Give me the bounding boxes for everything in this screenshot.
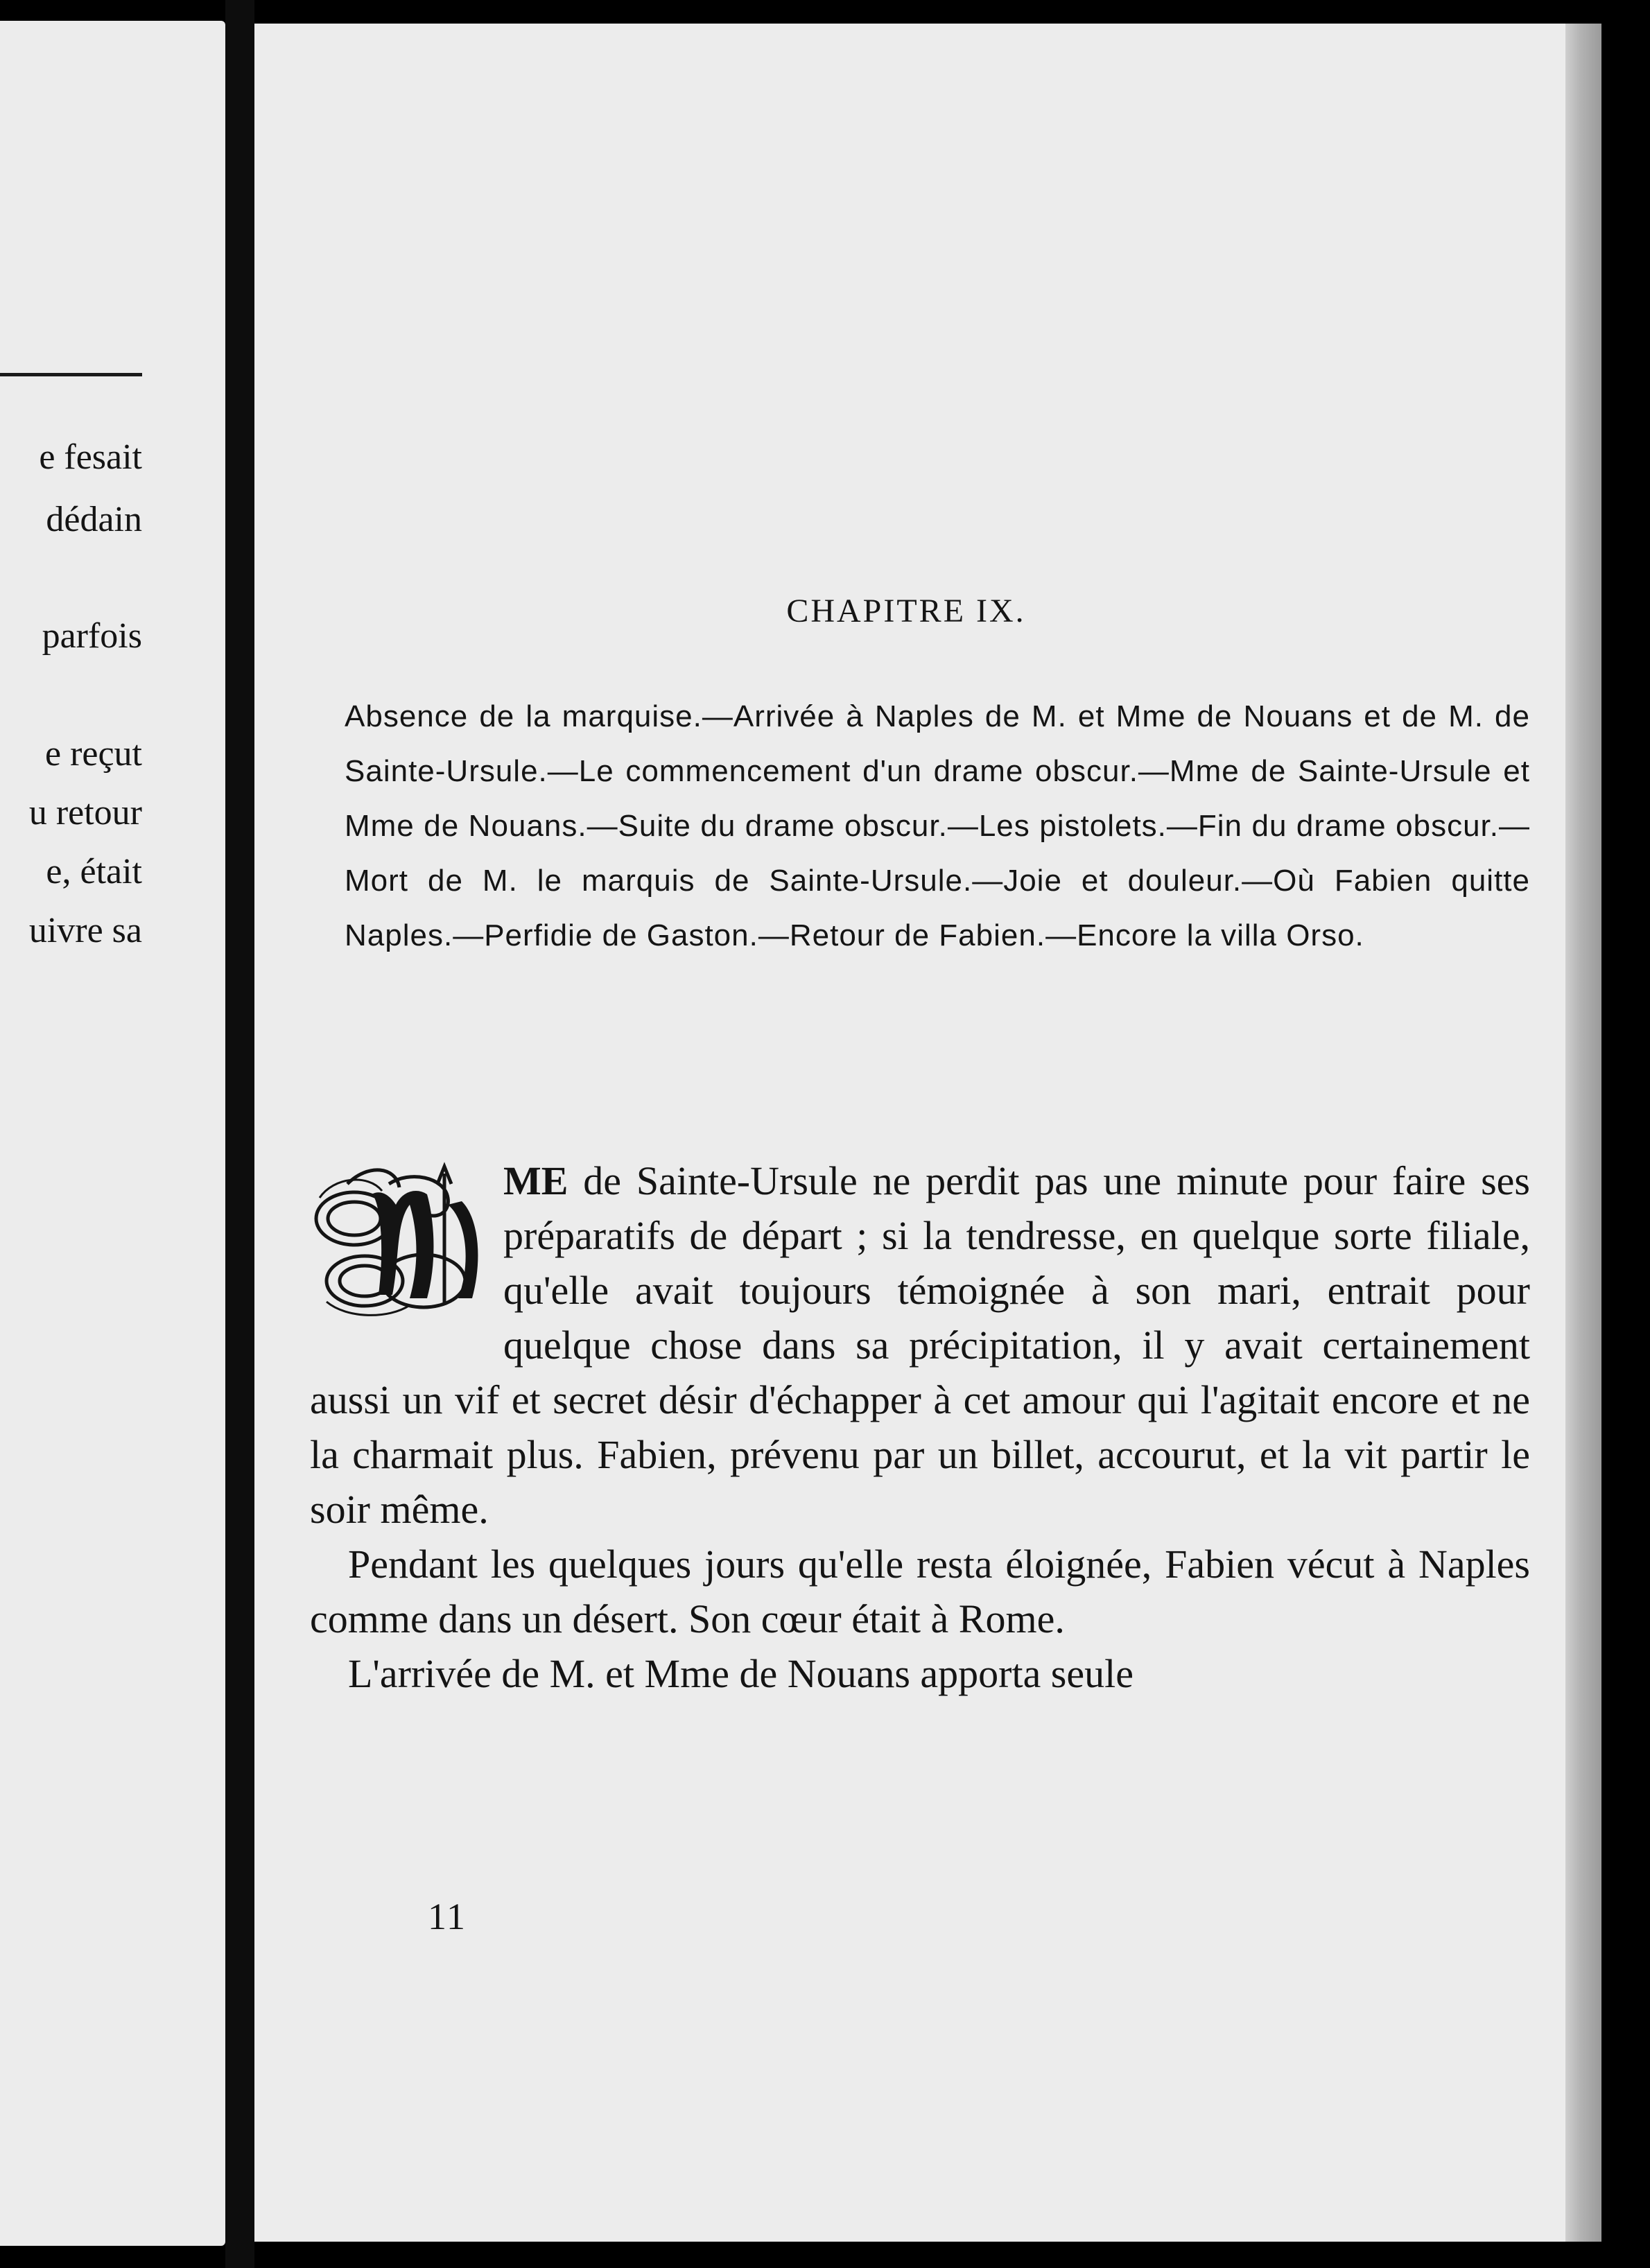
- chapter-summary: [345, 689, 1530, 963]
- left-page-line: u retour: [28, 793, 142, 832]
- dropcap-continuation: ME: [503, 1158, 568, 1203]
- chapter-title: CHAPITRE IX.: [786, 593, 1026, 629]
- left-page-line: uivre sa: [28, 911, 142, 950]
- dropcap-ornament-icon: [306, 1156, 489, 1323]
- ornamental-dropcap-m: [306, 1156, 489, 1323]
- page-edge: [1565, 24, 1601, 2242]
- paragraph-3: L'arrivée de M. et Mme de Nouans apporta seule: [348, 1651, 1134, 1696]
- body-text: [310, 1153, 1530, 1701]
- left-page-line: e fesait: [39, 437, 142, 477]
- paragraph-2: Pendant les quelques jours qu'elle resta éloignée, Fabien vécut à Naples comme dans un désert. Son cœur était à Rome.: [310, 1542, 1530, 1641]
- left-page-line: parfois: [42, 616, 142, 656]
- paragraph-1: [310, 1153, 1530, 1537]
- left-page-line: dédain: [46, 500, 142, 539]
- left-page-line: e, était: [46, 852, 142, 891]
- left-page-rule: [0, 373, 142, 376]
- signature-number: 11: [428, 1896, 467, 1937]
- book-gutter: [225, 0, 254, 2268]
- left-page: [0, 21, 225, 2246]
- chapter-summary-text: Absence de la marquise.—Arrivée à Naples de M. et Mme de Nouans et de M. de Sainte-Ursule.—Le commencement d'un drame obscur.—Mme de Sainte-Ursule et Mme de Nouans.—Suite du drame obscur.—Les pistolets.—Fin du drame obscur.—Mort de M. le marquis de Sainte-Ursule.—Joie et douleur.—Où Fabien quitte Naples.—Perfidie de Gaston.—Retour de Fabien.—Encore la villa Orso.: [345, 699, 1530, 952]
- right-page: [254, 24, 1601, 2242]
- paragraph-1-text: de Sainte-Ursule ne perdit pas une minute pour faire ses préparatifs de départ ; si la tendresse, en quelque sorte filiale, qu'elle avait toujours témoignée à son mari, entrait pour quelque chose dans sa précipitation, il y avait certainement aussi un vif et secret désir d'échapper à cet amour qui l'agitait encore et ne la charmait plus. Fabien, prévenu par un billet, accourut, et la vit partir le soir même.: [310, 1158, 1530, 1532]
- left-page-line: e reçut: [44, 734, 142, 774]
